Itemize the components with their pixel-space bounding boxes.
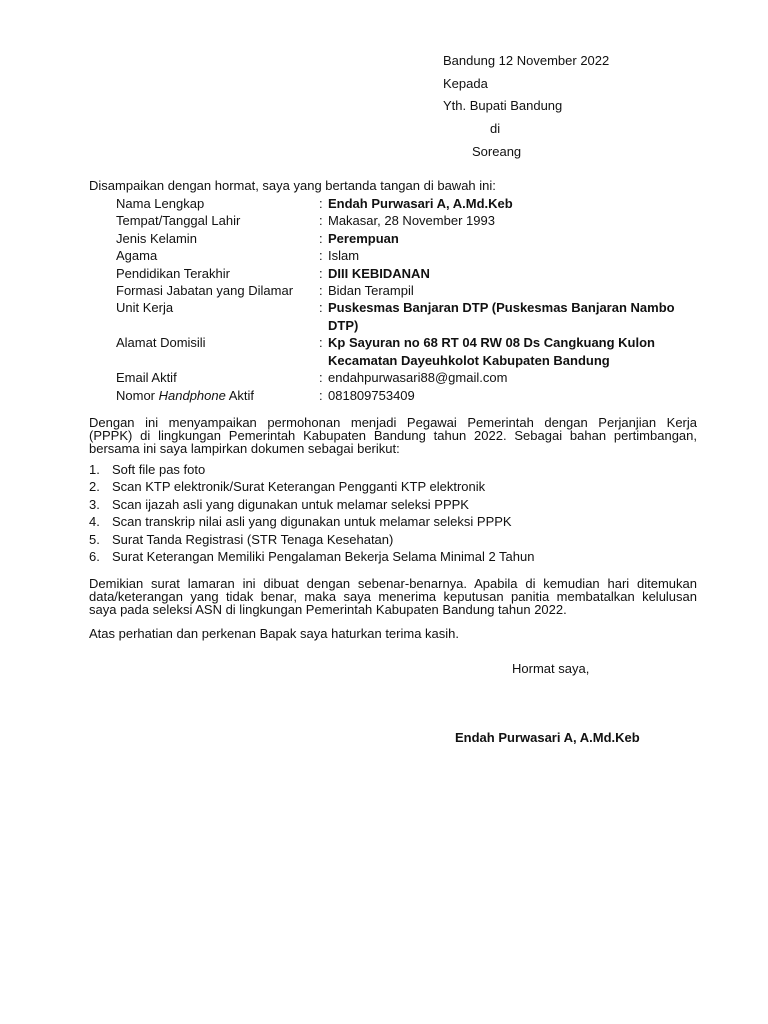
identity-value <box>319 369 719 386</box>
document-list <box>89 461 534 565</box>
position-value: Bidan Terampil <box>328 282 414 298</box>
address-value-line2: Kecamatan Dayeuhkolot Kabupaten Bandung <box>328 352 610 368</box>
closing-line-1: Demikian surat lamaran ini dibuat dengan sebenar-benarnya. Apabila di kemudian hari ditemukan <box>89 576 697 591</box>
colon: : <box>319 265 323 281</box>
closing-line-2: data/keterangan yang tidak benar, maka saya menerima keputusan panitia membatalkan kelulusan <box>89 589 697 605</box>
religion-value: Islam <box>328 248 360 264</box>
recipient-line: Yth. Bupati Bandung <box>443 98 563 113</box>
full-name-value: Endah Purwasari A, A.Md.Keb <box>328 196 513 211</box>
identity-row <box>116 265 716 282</box>
closing-paragraph <box>89 577 697 617</box>
request-paragraph <box>89 416 697 456</box>
list-number: 5. <box>89 531 100 547</box>
list-number: 3. <box>89 496 100 512</box>
thanks-sentence: Atas perhatian dan perkenan Bapak saya haturkan terima kasih. <box>89 626 460 641</box>
colon: : <box>319 196 323 211</box>
signature-salutation: Hormat saya, <box>512 661 590 676</box>
list-number: 1. <box>89 462 100 477</box>
phone-value: 081809753409 <box>328 387 415 403</box>
colon: : <box>319 335 323 351</box>
identity-row <box>116 195 716 212</box>
list-number: 2. <box>89 479 100 495</box>
label-italic: Handphone <box>158 387 226 403</box>
list-item <box>89 548 534 565</box>
birth-value: Makasar, 28 November 1993 <box>328 213 495 229</box>
identity-row <box>116 334 716 369</box>
list-text: Surat Keterangan Memiliki Pengalaman Bekerja Selama Minimal 2 Tahun <box>112 548 535 564</box>
identity-label: Alamat Domisili <box>116 335 206 351</box>
identity-value <box>319 299 719 334</box>
place-date: Bandung 12 November 2022 <box>443 53 610 68</box>
identity-value <box>319 212 719 229</box>
colon: : <box>319 248 323 264</box>
identity-value <box>319 387 719 404</box>
request-line-1: Dengan ini menyampaikan permohonan menjadi Pegawai Pemerintah dengan Perjanjian Kerja <box>89 415 697 430</box>
list-number: 4. <box>89 514 100 530</box>
label-pre: Nomor <box>116 387 159 403</box>
list-text: Surat Tanda Registrasi (STR Tenaga Kesehatan) <box>112 531 394 547</box>
closing-line-3: saya pada seleksi ASN di lingkungan Pemerintah Kabupaten Bandung tahun 2022. <box>89 602 567 618</box>
label-post: Aktif <box>225 387 255 403</box>
identity-label: Tempat/Tanggal Lahir <box>116 213 241 229</box>
identity-value <box>319 247 719 264</box>
opening-sentence: Disampaikan dengan hormat, saya yang bertanda tangan di bawah ini: <box>89 178 496 193</box>
list-text: Scan ijazah asli yang digunakan untuk melamar seleksi PPPK <box>112 496 469 512</box>
colon: : <box>319 282 323 298</box>
request-line-3: bersama ini saya lampirkan dokumen sebagai berikut: <box>89 441 400 457</box>
address-value-line1: Kp Sayuran no 68 RT 04 RW 08 Ds Cangkuang Kulon <box>328 335 655 351</box>
list-text: Soft file pas foto <box>112 462 206 477</box>
identity-label: Nama Lengkap <box>116 196 205 211</box>
identity-label: Email Aktif <box>116 370 177 386</box>
list-item <box>89 496 534 513</box>
kepada-line: Kepada <box>443 76 488 91</box>
list-item <box>89 478 534 495</box>
colon: : <box>319 300 323 316</box>
identity-row <box>116 212 716 229</box>
identity-label: Jenis Kelamin <box>116 230 197 246</box>
identity-value <box>319 195 719 212</box>
identity-value <box>319 334 719 369</box>
work-unit-value-line1: Puskesmas Banjaran DTP (Puskesmas Banjaran Nambo <box>328 300 675 316</box>
identity-row <box>116 247 716 264</box>
identity-label: Unit Kerja <box>116 300 174 316</box>
identity-label: Pendidikan Terakhir <box>116 265 230 281</box>
signature-name: Endah Purwasari A, A.Md.Keb <box>455 730 640 745</box>
identity-value <box>319 230 719 247</box>
list-item <box>89 461 534 478</box>
identity-row <box>116 299 716 334</box>
di-line: di <box>490 121 501 136</box>
gender-value: Perempuan <box>328 230 399 246</box>
identity-row <box>116 387 716 404</box>
list-number: 6. <box>89 548 100 564</box>
identity-value <box>319 282 719 299</box>
identity-value <box>319 265 719 282</box>
colon: : <box>319 213 323 229</box>
list-item <box>89 531 534 548</box>
identity-label: Agama <box>116 248 158 264</box>
city-line: Soreang <box>472 144 522 159</box>
identity-label: Formasi Jabatan yang Dilamar <box>116 282 294 298</box>
request-line-2: (PPPK) di lingkungan Pemerintah Kabupaten Bandung tahun 2022. Sebagai bahan pertimbangan, <box>89 428 697 444</box>
list-text: Scan KTP elektronik/Surat Keterangan Pengganti KTP elektronik <box>112 479 486 495</box>
list-item <box>89 513 534 530</box>
identity-row <box>116 230 716 247</box>
identity-row <box>116 369 716 386</box>
education-value: DIII KEBIDANAN <box>328 265 430 281</box>
identity-label <box>116 387 254 404</box>
colon: : <box>319 387 323 403</box>
colon: : <box>319 230 323 246</box>
colon: : <box>319 370 323 386</box>
list-text: Scan transkrip nilai asli yang digunakan untuk melamar seleksi PPPK <box>112 514 512 530</box>
email-value: endahpurwasari88@gmail.com <box>328 370 508 386</box>
identity-table <box>116 195 716 404</box>
work-unit-value-line2: DTP) <box>328 317 359 333</box>
identity-row <box>116 282 716 299</box>
